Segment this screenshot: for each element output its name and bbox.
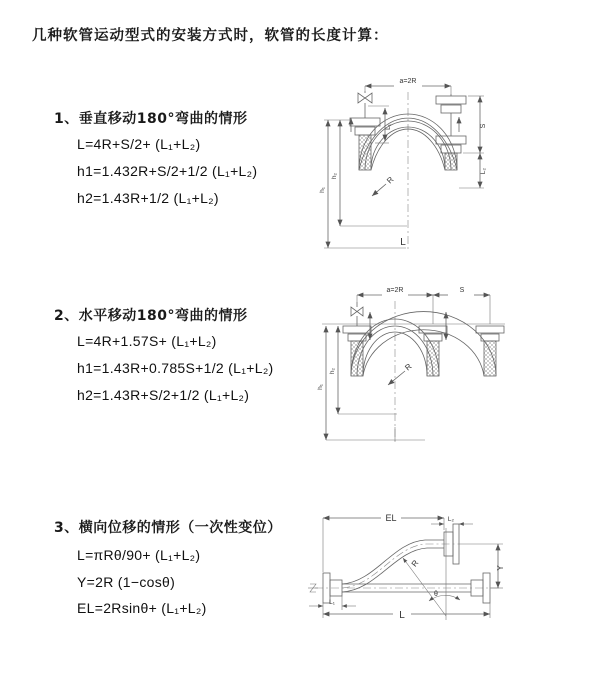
section-1-formula-h2: h2=1.43R+1/2 (L₁+L₂) xyxy=(77,190,219,206)
section-3-formula-EL: EL=2Rsinθ+ (L₁+L₂) xyxy=(77,600,207,616)
d1-radius-label: R xyxy=(385,175,396,186)
section-3-heading: 3、横向位移的情形（一次性变位） xyxy=(54,520,282,536)
d2-dim-label-h1: h₁ xyxy=(317,384,324,390)
d3-dim-label-y: Y xyxy=(496,565,505,571)
d3-dim-label-l1: L₁ xyxy=(329,599,335,606)
diagram-3-lateral-displacement xyxy=(303,498,593,658)
d1-dim-label-l2: L₂ xyxy=(480,167,487,175)
section-2-formula-h1: h1=1.43R+0.785S+1/2 (L₁+L₂) xyxy=(77,360,274,376)
drawing-lines xyxy=(322,295,505,443)
diagram-2-horizontal-bend xyxy=(312,281,590,453)
d1-dim-label-s: S xyxy=(480,123,487,129)
section-2-formula-L: L=4R+1.57S+ (L₁+L₂) xyxy=(77,333,217,349)
d2-dim-label-h2: h₂ xyxy=(329,367,336,375)
diagram-1-vertical-bend xyxy=(310,70,588,262)
d1-dim-label-l1: L₁ xyxy=(385,124,392,130)
page-title: 几种软管运动型式的安装方式时，软管的长度计算： xyxy=(32,28,389,44)
section-2-formula-h2: h2=1.43R+S/2+1/2 (L₁+L₂) xyxy=(77,387,250,403)
d1-length-label: L xyxy=(400,237,406,248)
d2-dim-label-a2r: a=2R xyxy=(386,287,404,294)
d2-radius-label: R xyxy=(403,361,414,373)
d1-dim-label-a2r: a=2R xyxy=(399,78,417,85)
d3-angle-label: θ xyxy=(434,591,438,598)
section-3-formula-Y: Y=2R (1−cosθ) xyxy=(77,574,176,590)
section-1-formula-L: L=4R+S/2+ (L₁+L₂) xyxy=(77,136,201,152)
d1-dim-label-h2: h₂ xyxy=(331,172,338,180)
section-1-heading: 1、垂直移动180°弯曲的情形 xyxy=(54,111,248,127)
section-2-heading: 2、水平移动180°弯曲的情形 xyxy=(54,308,248,324)
d3-dim-label-el: EL xyxy=(385,513,397,523)
d1-dim-label-h1: h₁ xyxy=(319,187,326,193)
d3-radius-label: R xyxy=(409,558,421,569)
d2-dim-label-s: S xyxy=(459,287,465,294)
section-1-formula-h1: h1=1.432R+S/2+1/2 (L₁+L₂) xyxy=(77,163,258,179)
drawing-lines xyxy=(324,86,484,252)
d3-length-label: L xyxy=(399,610,405,621)
d3-dim-label-l2: L₂ xyxy=(447,516,455,523)
section-3-formula-L: L=πRθ/90+ (L₁+L₂) xyxy=(77,547,201,563)
drawing-lines xyxy=(308,518,503,620)
